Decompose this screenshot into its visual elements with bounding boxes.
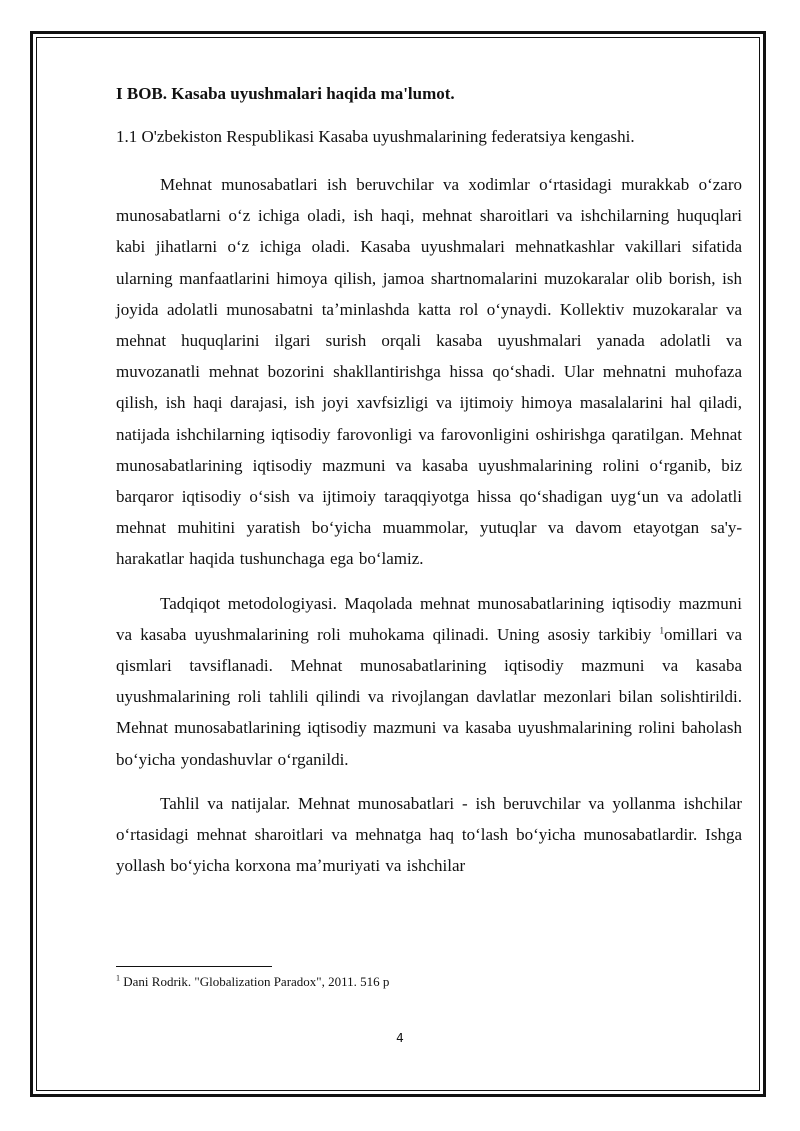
page-number: 4	[396, 1031, 404, 1045]
footnote-marker: 1	[116, 973, 120, 983]
paragraph-methodology-text-a: Tadqiqot metodologiyasi. Maqolada mehnat munosabatlarining iqtisodiy mazmuni va kasaba uyushmalarining roli muhokama qilinadi. Uning asosiy tarkibiy	[116, 593, 742, 644]
footnote-reference[interactable]: 1	[659, 625, 664, 636]
paragraphs	[116, 169, 742, 894]
paragraph-intro: Mehnat munosabatlari ish beruvchilar va xodimlar oʻrtasidagi murakkab oʻzaro munosabatlarni oʻz ichiga oladi, ish haqi, mehnat sharoitlari va ishchilarning huquqlari kabi jihatlarni oʻz ichiga oladi. Kasaba uyushmalari mehnatkashlar vakillari sifatida ularning manfaatlarini himoya qilish, jamoa shartnomalarini muzokaralar olib borish, ish joyida adolatli munosabatni taʼminlashda katta rol oʻynaydi. Kollektiv muzokaralar va mehnat huquqlarini ilgari surish orqali kasaba uyushmalari yanada adolatli va muvozanatli mehnat bozorini shakllantirishga hissa qoʻshadi. Ular mehnatni muhofaza qilish, ish haqi darajasi, ish joyi xavfsizligi va ijtimoiy himoya masalalarini hal qiladi, natijada ishchilarning iqtisodiy farovonligi va farovonligini oshirishga qaratilgan. Mehnat munosabatlarining iqtisodiy mazmuni va kasaba uyushmalarining rolini oʻrganib, biz barqaror iqtisodiy oʻsish va ijtimoiy taraqqiyotga hissa qoʻshadigan uygʻun va adolatli mehnat muhitini yaratish boʻyicha muammolar, yutuqlar va davom etayotgan sa'y-harakatlar haqida tushunchaga ega boʻlamiz.	[116, 175, 742, 569]
paragraph-methodology-text-b: omillari va qismlari tavsiflanadi. Mehnat munosabatlarining iqtisodiy mazmuni va kasaba uyushmalarining roli tahlili qilindi va rivojlangan davlatlar mezonlari bilan solishtirildi. Mehnat munosabatlarining iqtisodiy mazmuni va kasaba uyushmalarining rolini baholash boʻyicha yondashuvlar oʻrganildi.	[116, 624, 742, 769]
footnote-text: Dani Rodrik. "Globalization Paradox", 2011. 516 p	[120, 974, 390, 989]
paragraph-analysis: Tahlil va natijalar. Mehnat munosabatlari - ish beruvchilar va yollanma ishchilar oʻrtasidagi mehnat sharoitlari va mehnatga haq toʻlash boʻyicha munosabatlardir. Ishga yollash boʻyicha korxona maʼmuriyati va ishchilar	[116, 793, 742, 876]
footnote-separator	[116, 966, 272, 967]
paragraph-methodology	[116, 588, 742, 775]
chapter-title: I BOB. Kasaba uyushmalari haqida ma'lumot.	[116, 84, 455, 103]
section-title: 1.1 O'zbekiston Respublikasi Kasaba uyushmalarining federatsiya kengashi.	[116, 127, 635, 146]
footnote	[116, 974, 389, 990]
